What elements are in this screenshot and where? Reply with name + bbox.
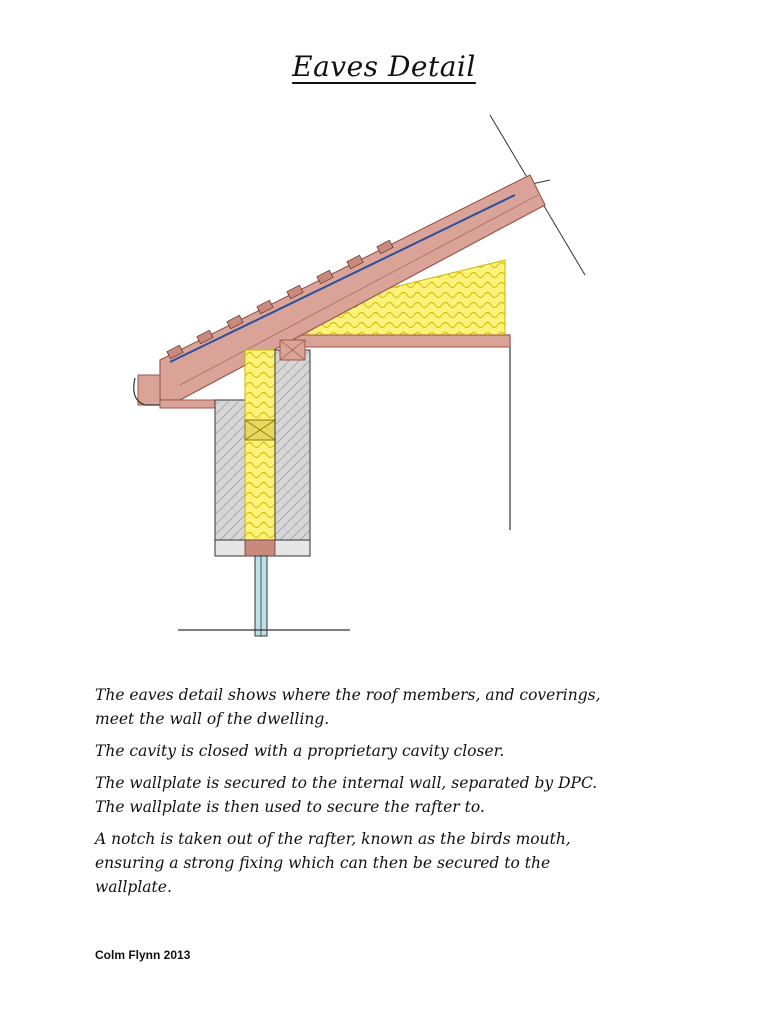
text-line: wallplate. — [95, 878, 172, 896]
text-line: ensuring a strong fixing which can then be secured to the — [95, 854, 551, 872]
paragraph-1 — [95, 683, 695, 731]
paragraph-2 — [95, 739, 695, 763]
footer-credit: Colm Flynn 2013 — [95, 948, 191, 962]
page-title: Eaves Detail — [292, 50, 476, 83]
soffit — [160, 400, 220, 408]
text-line: A notch is taken out of the rafter, known as the birds mouth, — [95, 830, 571, 848]
paragraph-4 — [95, 827, 695, 899]
text-line: The wallplate is secured to the internal wall, separated by DPC. — [95, 774, 598, 792]
fascia — [138, 375, 160, 405]
eaves-detail-drawing — [120, 100, 620, 660]
text-line: The wallplate is then used to secure the rafter to. — [95, 798, 485, 816]
ceiling-joist — [290, 335, 510, 347]
text-line: meet the wall of the dwelling. — [95, 710, 330, 728]
text-line: The cavity is closed with a proprietary cavity closer. — [95, 742, 505, 760]
text-line: The eaves detail shows where the roof members, and coverings, — [95, 686, 601, 704]
paragraph-3 — [95, 771, 695, 819]
body-text — [95, 683, 695, 907]
dpc-strip — [245, 540, 275, 556]
